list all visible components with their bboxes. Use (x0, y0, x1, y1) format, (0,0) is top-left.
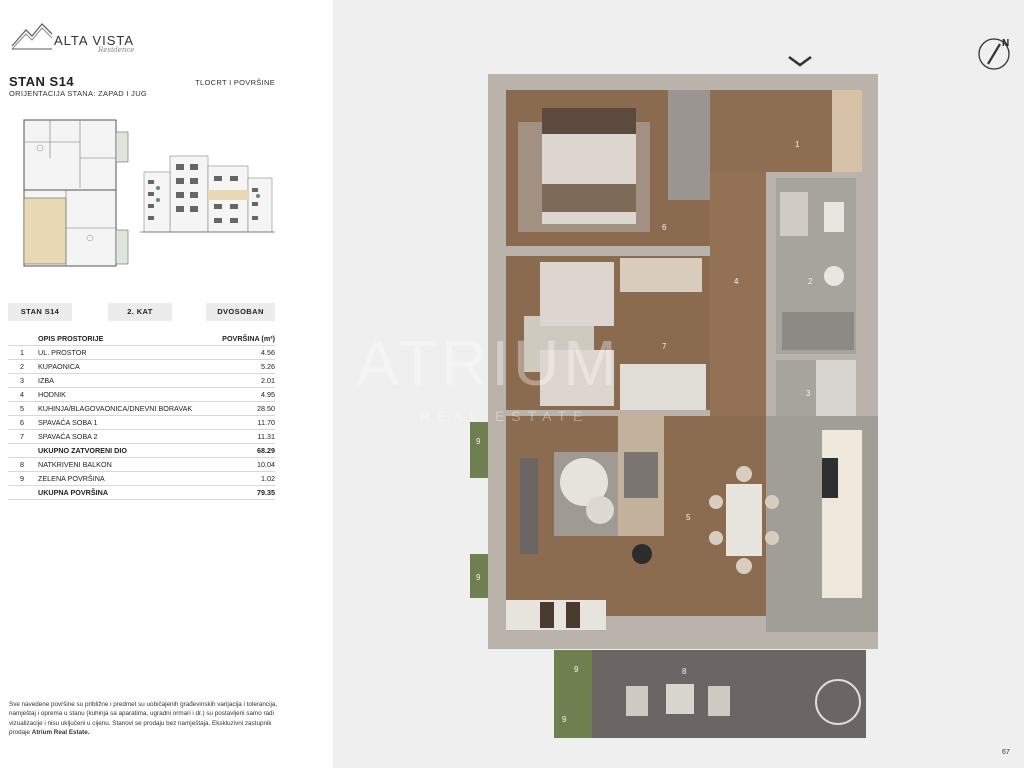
watermark-main: ATRIUM (356, 327, 621, 399)
page-number: 67 (1002, 749, 1010, 756)
key-plan-image (20, 118, 130, 268)
table-row: 1 UL. PROSTOR 4.56 (8, 346, 275, 360)
room-label: 8 (682, 667, 687, 676)
table-row: 5 KUHINJA/BLAGOVAONICA/DNEVNI BORAVAK 28.50 (8, 402, 275, 416)
room-label: 4 (734, 277, 739, 286)
pill-type: DVOSOBAN (206, 303, 275, 321)
room-label: 5 (686, 513, 691, 522)
plan-label: TLOCRT I POVRŠINE (195, 78, 275, 87)
room-label: 1 (795, 140, 800, 149)
table-row: 9 ZELENA POVRŠINA 1.02 (8, 472, 275, 486)
dining-table (726, 484, 762, 556)
pill-apartment: STAN S14 (8, 303, 72, 321)
table-row: 8 NATKRIVENI BALKON 10.04 (8, 458, 275, 472)
apartment-info-pills (8, 303, 275, 321)
disclaimer-agent: Atrium Real Estate. (31, 729, 90, 737)
room-label: 6 (662, 223, 667, 232)
bed-2a (540, 262, 614, 326)
green-area-1 (470, 422, 488, 478)
table-row: 3 IZBA 2.01 (8, 374, 275, 388)
brand-name: ALTA VISTA (54, 33, 135, 48)
table-header (8, 332, 275, 346)
room-label: 7 (662, 342, 667, 351)
brand-tagline: Residence (98, 46, 135, 54)
mountain-logo-icon (10, 20, 54, 50)
brand-logo (10, 20, 160, 56)
closed-total-row: UKUPNO ZATVORENI DIO 68.29 (8, 444, 275, 458)
room-label: 3 (806, 389, 811, 398)
table-row: 6 SPAVAĆA SOBA 1 11.70 (8, 416, 275, 430)
rooms-table (8, 332, 275, 500)
room-label: 9 (562, 715, 567, 724)
header-description: OPIS PROSTORIJE (38, 332, 215, 346)
building-elevation-image (140, 148, 275, 238)
grand-total-row: UKUPNA POVRŠINA 79.35 (8, 486, 275, 500)
table-row: 2 KUPAONICA 5.26 (8, 360, 275, 374)
room-label: 9 (476, 573, 481, 582)
compass-letter: N (1002, 38, 1010, 49)
watermark-sub: REAL ESTATE (420, 408, 590, 424)
green-area-3 (554, 650, 592, 738)
compass-icon (978, 34, 1012, 72)
pill-floor: 2. KAT (108, 303, 172, 321)
table-row: 7 SPAVAĆA SOBA 2 11.31 (8, 430, 275, 444)
disclaimer-main: Sve navedene površine su približne i predmet su uobičajenih građevinskih varijacija i tolerancija, namještaj i oprema u stanu (kuhinja sa aparatima, ugradni ormari i dr.) su postavljeni samo radi vizualizacije i nisu uključeni u cijenu. Stanovi se prodaju bez namještaja. Ekskluzivni zastupnik prodaje (9, 701, 278, 737)
room-label: 9 (574, 665, 579, 674)
entrance-floor (710, 90, 832, 172)
header-area: POVRŠINA (m²) (215, 332, 275, 346)
disclaimer-text (9, 700, 281, 738)
apartment-orientation: ORIJENTACIJA STANA: ZAPAD I JUG (9, 89, 148, 98)
apartment-title: STAN S14 (9, 74, 75, 89)
floor-plan-image (470, 72, 890, 740)
room-label: 9 (476, 437, 481, 446)
info-panel (0, 0, 334, 768)
table-row: 4 HODNIK 4.95 (8, 388, 275, 402)
chevron-down-icon (786, 54, 814, 68)
room-label: 2 (808, 277, 813, 286)
